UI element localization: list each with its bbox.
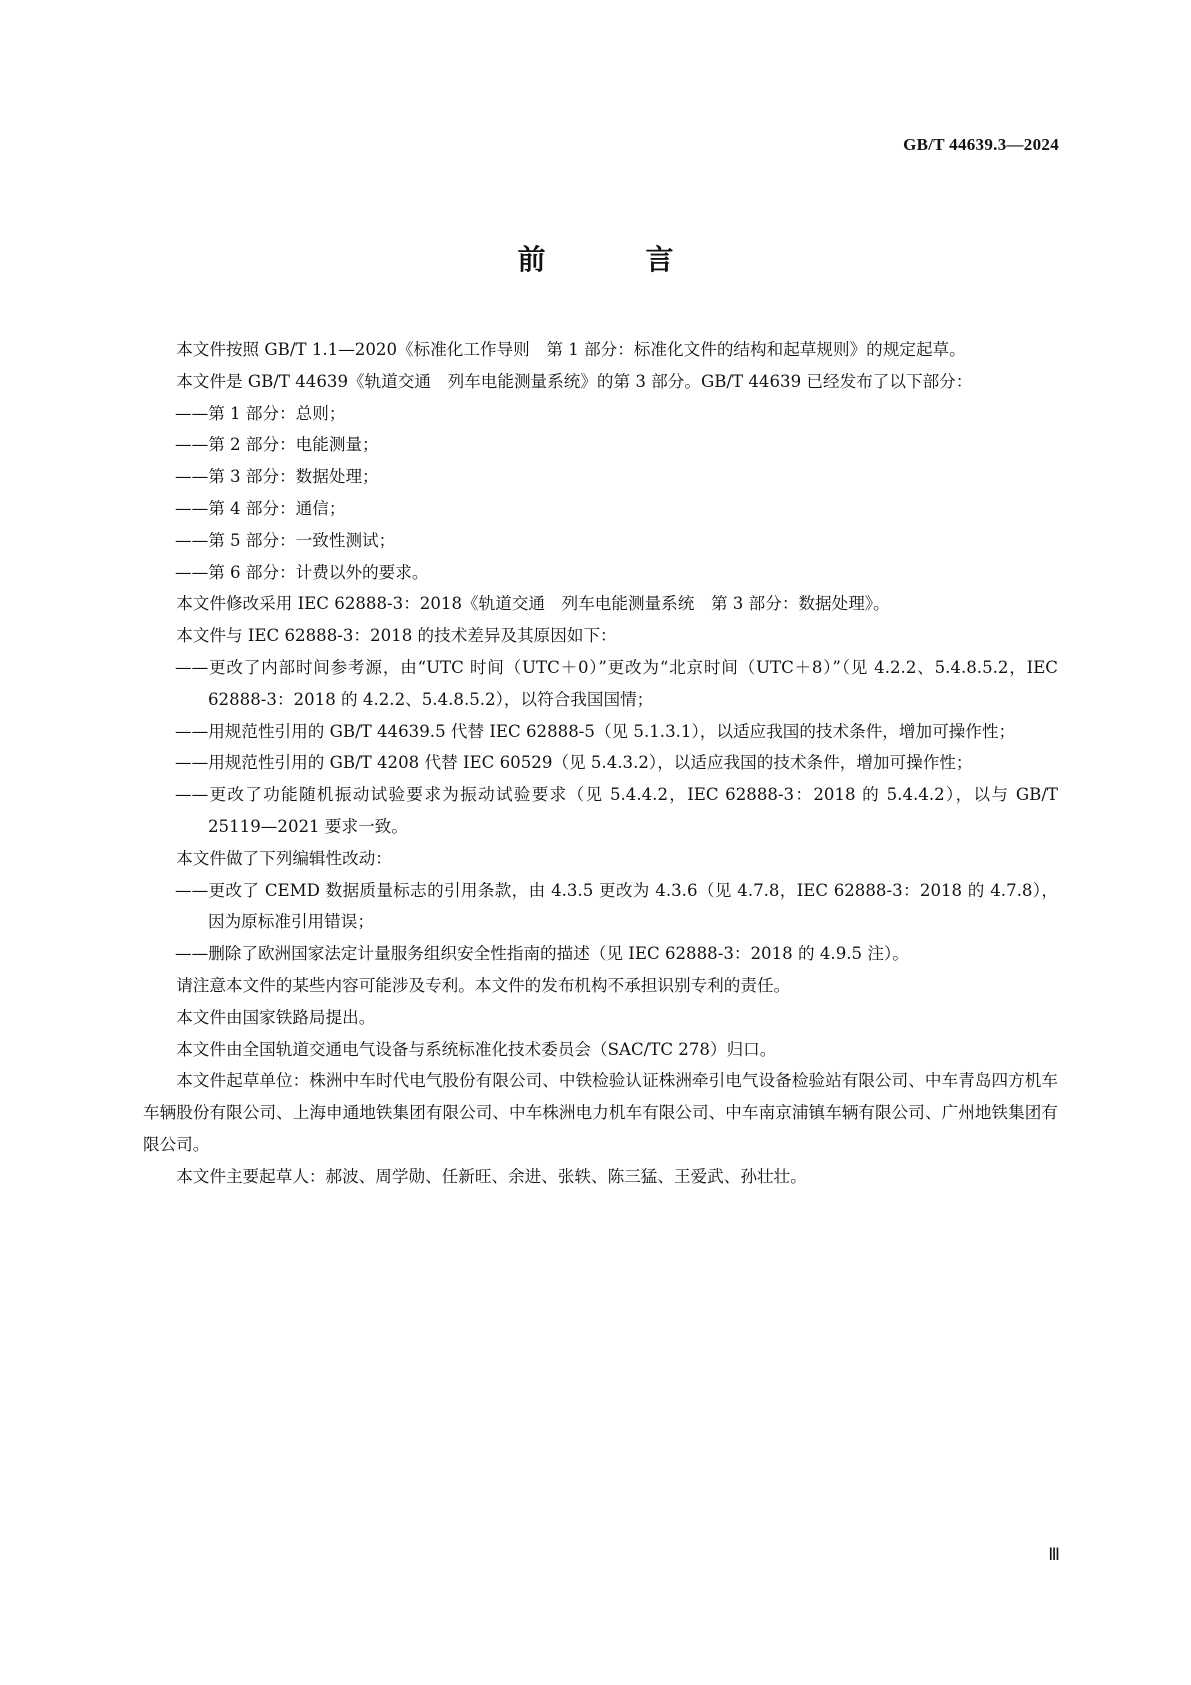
page-number: Ⅲ [1048,1545,1060,1564]
list-item-vibration-test: ——更改了功能随机振动试验要求为振动试验要求（见 5.4.4.2，IEC 62888-3：2018 的 5.4.4.2），以与 GB/T 25119—2021 要求一致。 [175,785,1058,836]
list-item-part-6: ——第 6 部分：计费以外的要求。 [175,562,429,582]
list-item-part-1: ——第 1 部分：总则； [175,403,346,423]
list-item-gbt-4208: ——用规范性引用的 GB/T 4208 代替 IEC 60529（见 5.4.3.2），以适应我国的技术条件，增加可操作性； [175,753,973,773]
paragraph-drafters: 本文件主要起草人：郝波、周学勋、任新旺、余进、张轶、陈三猛、王爱武、孙壮壮。 [176,1166,807,1186]
list-item-part-2: ——第 2 部分：电能测量； [175,435,379,455]
paragraph-drafting-units: 本文件起草单位：株洲中车时代电气股份有限公司、中铁检验认证株洲牵引电气设备检验站有限公司、中车青岛四方机车车辆股份有限公司、上海申通地铁集团有限公司、中车株洲电力机车有限公司、中车南京浦镇车辆有限公司、广州地铁集团有限公司。 [143,1071,1058,1154]
list-item-gbt-44639-5: ——用规范性引用的 GB/T 44639.5 代替 IEC 62888-5（见 5.1.3.1），以适应我国的技术条件，增加可操作性； [175,721,1016,741]
preface-body [143,334,1058,1193]
list-item-deleted-guide: ——删除了欧洲国家法定计量服务组织安全性指南的描述（见 IEC 62888-3：2018 的 4.9.5 注）。 [175,944,909,964]
document-code: GB/T 44639.3—2024 [903,135,1059,154]
paragraph-patent-notice: 请注意本文件的某些内容可能涉及专利。本文件的发布机构不承担识别专利的责任。 [176,975,791,995]
paragraph-modified-adoption: 本文件修改采用 IEC 62888-3：2018《轨道交通 列车电能测量系统 第 3 部分：数据处理》。 [176,594,890,614]
list-item-part-3: ——第 3 部分：数据处理； [175,467,379,487]
paragraph-drafting-rules: 本文件按照 GB/T 1.1—2020《标准化工作导则 第 1 部分：标准化文件的结构和起草规则》的规定起草。 [176,340,966,359]
page-title: 前 言 [517,243,710,276]
list-item-time-reference: ——更改了内部时间参考源，由“UTC 时间（UTC＋0）”更改为“北京时间（UTC＋8）”（见 4.2.2、5.4.8.5.2，IEC 62888-3：2018 的 4.2.2、5.4.8.5.2），以符合我国国情； [175,657,1058,709]
list-item-cemd-flag: ——更改了 CEMD 数据质量标志的引用条款，由 4.3.5 更改为 4.3.6（见 4.7.8，IEC 62888-3：2018 的 4.7.8），因为原标准引用错误； [175,880,1058,932]
paragraph-editorial-changes: 本文件做了下列编辑性改动： [176,848,392,868]
paragraph-proposer: 本文件由国家铁路局提出。 [176,1007,376,1027]
paragraph-committee: 本文件由全国轨道交通电气设备与系统标准化技术委员会（SAC/TC 278）归口。 [176,1039,777,1059]
list-item-part-4: ——第 4 部分：通信； [175,498,346,518]
list-item-part-5: ——第 5 部分：一致性测试； [175,530,396,550]
paragraph-technical-differences: 本文件与 IEC 62888-3：2018 的技术差异及其原因如下： [176,626,617,646]
paragraph-series-parts: 本文件是 GB/T 44639《轨道交通 列车电能测量系统》的第 3 部分。GB/T 44639 已经发布了以下部分： [176,371,973,391]
